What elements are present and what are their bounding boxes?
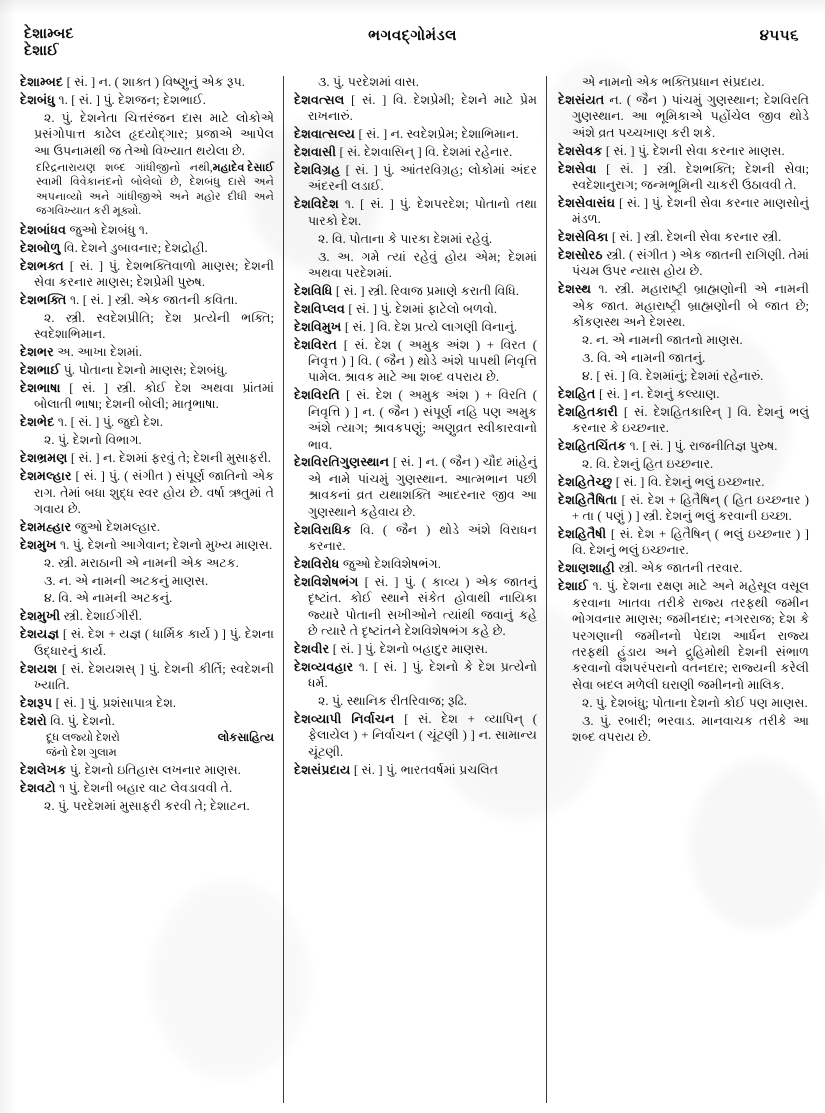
entry-headword: દેશહિતૈષિતા	[558, 492, 618, 507]
entry-headword: દેશવિમુખ	[294, 319, 342, 334]
entry-definition: [ સં. ] ન. ( જૈન ) ચૌદ માંહેનું એ નામે પાંચમું ગુણસ્થાન. આત્મભાન પછી શ્રાવકનાં વ્રત યથાશક્તિ આદરનાર જીવ આ ગુણસ્થાને કહેવાય છે.	[308, 455, 537, 519]
entry-sense: ૨. વિ. પોતાના કે પારકા દેશમાં રહેવું.	[318, 231, 493, 246]
entry-headword: દેશયશ	[20, 661, 58, 676]
entry-sense: ૨. વિ. દેશનું હિત ઇચ્છનાર.	[582, 456, 714, 471]
entry-headword: દેશમલ્હાર	[20, 469, 72, 484]
entry-definition: ન. ( જૈન ) પાંચમું ગુણસ્થાન; દેશવિરતિ ગુણસ્થાન. આ ભૂમિકાએ પહોંચેલ જીવ થોડે અંશે વ્રત પચ્ચખાણ કરી શકે.	[572, 92, 809, 140]
entry-sense: ૩. પું. પરદેશમાં વાસ.	[318, 75, 419, 89]
entry-headword: દેશવત્સલ	[294, 92, 345, 107]
entry-definition: [ સં. ] વિ. દેશ પ્રત્યે લાગણી વિનાનું.	[341, 319, 518, 334]
dictionary-entry	[294, 301, 537, 317]
entry-definition: જુઓ દેશવિશેષભંગ.	[339, 556, 441, 571]
entry-definition: સ્ત્રી. એક જાતની તરવાર.	[614, 561, 743, 576]
entry-definition: [ સં. ] પું. ભારતવર્ષમાં પ્રચલિત	[350, 762, 499, 777]
entry-definition: [ સં. ] વિ. દેશનું ભલું ઇચ્છનાર.	[612, 474, 765, 489]
entry-headword: દેશહિતકારી	[558, 404, 618, 419]
dictionary-entry	[558, 386, 809, 402]
citation-author: મહાદેવ દેસાઈ	[212, 161, 274, 174]
dictionary-entry	[558, 578, 809, 693]
entry-sense: ૨. પું. દેશનેતા ચિત્તરંજન દાસ માટે લોકોએ પ્રસંગોપાત્ત કાઢેલ હૃદયોદ્‍ગાર; પ્રજાએ આપેલ આ ઉપનામથી જ તેઓ વિખ્યાત થયેલા છે.	[34, 110, 274, 158]
dictionary-entry	[294, 711, 537, 760]
entry-headword: દેશમહ્હાર	[20, 519, 72, 534]
entry-headword: દેશહિતેચ્છુ	[558, 474, 613, 489]
dictionary-entry	[558, 474, 809, 490]
dictionary-entry	[558, 438, 809, 454]
entry-definition: [ સં. ] સ્ત્રી. કોઈ દેશ અથવા પ્રાંતમાં બોલાતી ભાષા; દેશની બોલી; માતૃભાષા.	[34, 381, 274, 412]
entry-sense: ૨. સ્ત્રી. મરાઠાની એ નામની એક અટક.	[44, 555, 239, 570]
entry-headword: દેશવિરત	[294, 337, 338, 352]
entry-definition: જુઓ દેશબંધુ ૧.	[66, 222, 149, 237]
entry-definition: [ સં. ] ન. દેશમાં ફરવું તે; દેશની મુસાફરી.	[67, 451, 271, 466]
entry-definition: સ્ત્રી. દેશાઈગીરી.	[60, 609, 142, 624]
dictionary-entry	[558, 560, 809, 576]
dictionary-entry	[20, 450, 274, 466]
dictionary-entry	[20, 92, 274, 108]
dictionary-entry	[20, 608, 274, 624]
entry-headword: દેશમુખ	[20, 537, 57, 552]
dictionary-entry	[20, 695, 274, 711]
citation-text: દરિદ્રનારાયણ શબ્દ ગાંધીજીનો નથી, સ્વામી વિવેકાનંદનો બોલેલો છે, દેશબંધુ દાસે અને અપનાવ્યો અને ગાંધીજીએ અને મહોર દીધી અને જગવિખ્યાત કરી મૂક્યો.	[36, 161, 274, 218]
dictionary-entry	[558, 404, 809, 437]
entry-headword: દેશાઈ	[558, 579, 589, 594]
entry-headword: દેશસેવાસંઘ	[558, 195, 616, 210]
entry-headword: દેશવાસી	[294, 145, 337, 160]
entry-definition: [ સં. ] પું. આંતરવિગ્રહ; લોકોમાં અંદર અંદરની લડાઈ.	[308, 163, 537, 194]
entry-headword: દેશરૂપ	[20, 695, 53, 710]
entry-sense: ૪. [ સં. ] વિ. દેશમાંનું; દેશમાં રહેનારું.	[582, 368, 764, 383]
entry-definition: અ. આખા દેશમાં.	[53, 345, 143, 360]
entry-sense: ૨. પું. દેશબંધુ; પોતાના દેશનો કોઈ પણ માણસ.	[582, 695, 808, 710]
dictionary-entry	[558, 195, 809, 228]
entry-definition: [ સં. દેશ + હિતૈષિન્ ( હિત ઇચ્છનાર ) + તા ( પણું ) ] સ્ત્રી. દેશનું ભલું કરવાની ઇચ્છા.	[572, 492, 809, 524]
entry-definition: ૧ પું. દેશની બહાર વાટ લેવડાવવી તે.	[55, 780, 233, 795]
entry-headword: દેશભાઈ	[20, 363, 61, 378]
dictionary-entry	[294, 92, 537, 125]
dictionary-entry	[20, 468, 274, 517]
dictionary-entry	[294, 641, 537, 657]
entry-headword: દેશહિતૈષી	[558, 527, 607, 542]
entry-definition: [ સં. ] પું. દેશભક્તિવાળો માણસ; દેશની સેવા કરનાર માણસ; દેશપ્રેમી પુરુષ.	[34, 258, 274, 290]
dictionary-column-1	[20, 74, 284, 1107]
dictionary-entry	[294, 522, 537, 555]
entry-definition: ૧. સ્ત્રી. મહારાષ્ટ્રી બ્રાહ્મણોની એ નામની એક જાત. મહારાષ્ટ્રી બ્રાહ્મણોની બે જાત છે; કોંકણસ્થ અને દેશસ્થ.	[572, 282, 809, 330]
dictionary-entry	[20, 344, 274, 360]
entry-definition: [ સં. ] પું. દેશનો બહાદુર માણસ.	[329, 641, 488, 656]
dictionary-entry	[20, 414, 274, 430]
running-head-left-line1: દેશામ્બદ	[24, 26, 74, 42]
dictionary-entry	[294, 556, 537, 572]
entry-definition: [ સં. ] ન. દેશનું કલ્યાણ.	[595, 386, 720, 401]
dictionary-entry	[294, 762, 537, 778]
entry-definition: [ સં. દેશવાસિન્ ] વિ. દેશમાં રહેનાર.	[336, 145, 513, 160]
entry-headword: દેશબંધુ	[20, 92, 56, 107]
entry-definition: [ સં. દેશયશસ્ ] પું. દેશની કીર્તિ; સ્વદેશની ખ્યાતિ.	[34, 661, 274, 692]
running-head-left-line2: દેશાઈ	[24, 43, 59, 59]
entry-definition: ૧. પું. દેશનો આગેવાન; દેશનો મુખ્ય માણસ.	[56, 537, 273, 552]
dictionary-entry	[294, 574, 537, 640]
column-container	[20, 74, 809, 1107]
entry-sense: ૨. પું. પરદેશમાં મુસાફરી કરવી તે; દેશાટન.	[44, 798, 250, 813]
dictionary-entry	[558, 492, 809, 525]
dictionary-entry	[294, 659, 537, 692]
entry-headword: દેશવ્યાપી નિર્વાચન	[294, 712, 395, 727]
dictionary-entry	[20, 661, 274, 694]
dictionary-column-3	[547, 74, 809, 1107]
entry-headword: દેશહિત	[558, 386, 596, 401]
entry-headword: દેશબોળુ	[20, 240, 61, 255]
entry-headword: દેશભ્રમણ	[20, 451, 68, 466]
dictionary-entry	[20, 519, 274, 535]
dictionary-column-2	[284, 74, 547, 1107]
entry-headword: દેશભાષા	[20, 381, 61, 396]
dictionary-entry	[294, 196, 537, 229]
dictionary-entry	[294, 162, 537, 195]
dictionary-entry	[558, 229, 809, 245]
entry-headword: દેશભર	[20, 345, 54, 360]
quote-line: જંનો દેશ ગુલામ	[46, 746, 117, 759]
entry-headword: દેશવિરાધિક	[294, 522, 352, 537]
entry-headword: દેશસંપ્રદાય	[294, 762, 351, 777]
dictionary-entry	[20, 537, 274, 553]
entry-sense: ૨. ન. એ નામની જાતનો માણસ.	[582, 333, 743, 348]
entry-definition: [ સં. દેશહિતકારિન્ ] વિ. દેશનું ભલું કરનાર કે ઇચ્છનાર.	[572, 404, 809, 436]
dictionary-entry	[294, 454, 537, 520]
entry-headword: દેશરો	[20, 713, 47, 728]
entry-headword: દેશવાત્સલ્ય	[294, 127, 356, 142]
entry-definition: પું. પોતાના દેશનો માણસ; દેશબંધુ.	[60, 363, 228, 378]
entry-headword: દેશસેવક	[558, 143, 603, 158]
entry-headword: દેશભક્ત	[20, 258, 64, 273]
entry-verse-quote	[20, 731, 274, 761]
entry-headword: દેશવિશેષભંગ	[294, 574, 359, 589]
entry-sense: ૨. પું. સ્થાનિક રીતરિવાજ; રૂઢિ.	[318, 694, 467, 709]
dictionary-entry	[294, 319, 537, 335]
dictionary-entry	[294, 144, 537, 160]
entry-definition: સ્ત્રી. ( સંગીત ) એક જાતની રાગિણી. તેમાં પંચમ ઉપર ન્યાસ હોય છે.	[572, 248, 809, 279]
dictionary-entry	[20, 240, 274, 256]
entry-definition: [ સં. ] સ્ત્રી. રિવાજ પ્રમાણે કરાતી વિધિ.	[332, 283, 519, 298]
dictionary-entry	[558, 143, 809, 159]
entry-definition: વિ. દેશને ડુબાવનાર; દેશદ્રોહી.	[60, 240, 208, 255]
entry-definition: [ સં. દેશ ( અમુક અંશ ) + વિરત ( નિવૃત્ત ) ] વિ. ( જૈન ) થોડે અંશે પાપથી નિવૃત્તિ પામેલ. શ્રાવક માટે આ શબ્દ વપરાય છે.	[308, 337, 537, 385]
entry-headword: દેશમુખી	[20, 609, 61, 624]
entry-definition: વિ. ( જૈન ) થોડે અંશે વિરાધન કરનાર.	[308, 522, 537, 553]
dictionary-entry	[20, 222, 274, 238]
entry-definition: [ સં. દેશ + વ્યાપિન્ ( ફેલાયેલ ) + નિર્વાચન ( ચૂંટણી ) ] ન. સામાન્ય ચૂંટણી.	[308, 712, 537, 759]
dictionary-entry	[294, 387, 537, 453]
dictionary-entry	[20, 626, 274, 659]
entry-headword: દેશસેવિકા	[558, 230, 609, 245]
dictionary-entry	[294, 126, 537, 142]
entry-definition: [ સં. ] પું. પ્રશંસાપાત્ર દેશ.	[52, 695, 177, 710]
dictionary-entry	[558, 92, 809, 141]
entry-definition: [ સં. ] ન. ( શાક્ત ) વિષ્ણુનું એક રૂપ.	[63, 75, 245, 89]
entry-definition: [ સં. ] સ્ત્રી. દેશની સેવા કરનાર સ્ત્રી.	[608, 230, 782, 245]
entry-headword: દેશલેખક	[20, 762, 67, 777]
entry-headword: દેશવિગ્રહ	[294, 163, 341, 178]
dictionary-entry	[20, 258, 274, 291]
entry-definition: [ સં. ] પું. ( સંગીત ) સંપૂર્ણ જાતિનો એક રાગ. તેમાં બધા શુદ્ધ સ્વર હોય છે. વર્ષા ઋતુમાં તે ગવાય છે.	[34, 469, 274, 516]
entry-definition: વિ. પું. દેશનો.	[46, 713, 115, 728]
entry-sense: ૪. વિ. એ નામની અટકનું.	[44, 591, 173, 606]
dictionary-entry	[558, 526, 809, 559]
dictionary-entry	[558, 161, 809, 194]
entry-definition: [ સં. ] વિ. દેશપ્રેમી; દેશને માટે પ્રેમ રાખનારું.	[308, 92, 537, 124]
entry-definition: પું. દેશનો ઇતિહાસ લખનાર માણસ.	[66, 762, 241, 777]
entry-definition: [ સં. દેશ ( અમુક અંશ ) + વિરતિ ( નિવૃત્તિ ) ] ન. ( જૈન ) સંપૂર્ણ નહિ પણ અમુક અંશે ત્યાગ; શ્રાવકપણું; અણુવ્રત સ્વીકારવાનો ભાવ.	[308, 388, 537, 452]
dictionary-entry	[20, 74, 274, 90]
entry-definition: ૧. [ સં. ] પું. દેશપરદેશ; પોતાનો તથા પારકો દેશ.	[308, 197, 537, 228]
entry-definition: ૧. [ સં. ] પું. દેશજન; દેશભાઈ.	[55, 92, 206, 107]
entry-definition: [ સં. ] પું. દેશની સેવા કરનાર માણસ.	[602, 143, 785, 158]
page-number: ૪૫૫૬	[759, 28, 799, 44]
entry-sense: ૨. પું. દેશનો વિભાગ.	[44, 433, 142, 448]
entry-headword: દેશભક્તિ	[20, 293, 67, 308]
entry-sense: ૨. સ્ત્રી. સ્વદેશપ્રીતિ; દેશ પ્રત્યેની ભક્તિ; સ્વદેશાભિમાન.	[34, 310, 274, 342]
entry-headword: દેશવિરતિ	[294, 388, 340, 403]
entry-headword: દેશસેવા	[558, 161, 597, 176]
entry-headword: દેશવિરોધ	[294, 556, 340, 571]
running-head-title: ભગવદ્ગોમંડલ	[368, 28, 457, 44]
dictionary-entry	[20, 780, 274, 796]
entry-headword: દેશામ્બદ	[20, 75, 64, 89]
running-head	[22, 26, 803, 72]
entry-headword: દેશવ્યવહાર	[294, 659, 354, 674]
entry-headword: દેશબાંધવ	[20, 222, 67, 237]
entry-definition: ૧. [ સં. ] પું. જુદો દેશ.	[54, 415, 163, 430]
entry-definition: [ સં. ] પું. ( કાવ્ય ) એક જાતનું દૃષ્ટાંત. કોઈ સ્થાને સંકેત હોવાથી નાયિકા જ્યારે પોતાની સખીઓને ત્યાંથી જવાનું કહે છે ત્યારે તે દૃષ્ટાંતને દેશવિશેષભંગ કહે છે.	[308, 574, 537, 638]
entry-headword: દેશવિપ્લવ	[294, 301, 345, 316]
entry-definition: ૧. [ સં. ] સ્ત્રી. એક જાતની કવિતા.	[66, 293, 238, 308]
dictionary-entry	[20, 362, 274, 378]
entry-citation	[20, 161, 274, 219]
dictionary-entry	[294, 337, 537, 386]
entry-headword: દેશવીર	[294, 641, 330, 656]
dictionary-entry	[20, 292, 274, 308]
entry-definition: [ સં. દેશ + હિતૈષિન્ ( ભલું ઇચ્છનાર ) ] વિ. દેશનું ભલું ઇચ્છનાર.	[572, 527, 809, 558]
entry-sense: ૩. પું. રબારી; ભરવાડ. માનવાચક તરીકે આ શબ્દ વપરાય છે.	[572, 713, 809, 744]
dictionary-entry	[20, 380, 274, 413]
entry-definition: [ સં. ] પું. દેશની સેવા કરનાર માણસોનું મંડળ.	[572, 195, 809, 227]
entry-headword: દેશસંયત	[558, 92, 605, 107]
quote-line: દૂધ લજ્યો દેશરો	[46, 731, 120, 744]
entry-headword: દેશવટો	[20, 780, 56, 795]
entry-definition: જુઓ દેશમલ્હાર.	[71, 519, 161, 534]
entry-definition: [ સં. ] સ્ત્રી. દેશભક્તિ; દેશની સેવા; સ્વદેશાનુરાગ; જન્મભૂમિની ચાકરી ઉઠાવવી તે.	[572, 161, 809, 192]
dictionary-entry	[20, 713, 274, 729]
entry-headword: દેશાણશાહી	[558, 561, 615, 576]
entry-headword: દેશહિતચિંતક	[558, 439, 627, 454]
entry-headword: દેશસ્થ	[558, 282, 592, 297]
entry-definition: ૧. [ સં. ] પું. દેશનો કે દેશ પ્રત્યેનો ધર્મ.	[308, 659, 537, 691]
entry-definition: [ સં. ] પું. દેશમાં ફાટેલો બળવો.	[344, 301, 498, 316]
entry-headword: દેશયજ્ઞ	[20, 627, 60, 642]
quote-attribution: લોકસાહિત્ય	[217, 731, 274, 744]
entry-sense: એ નામનો એક ભક્તિપ્રધાન સંપ્રદાય.	[582, 75, 765, 89]
entry-headword: દેશભેદ	[20, 415, 55, 430]
dictionary-entry	[294, 283, 537, 299]
entry-headword: દેશવિધિ	[294, 283, 333, 298]
entry-sense: ૩. વિ. એ નામની જાતનું.	[582, 351, 706, 365]
entry-definition: ૧. [ સં. ] પું. રાજનીતિજ્ઞ પુરુષ.	[626, 439, 778, 454]
entry-headword: દેશસોરઠ	[558, 248, 603, 263]
dictionary-entry	[558, 281, 809, 330]
dictionary-entry	[20, 762, 274, 778]
entry-definition: [ સં. દેશ + યજ્ઞ ( ધાર્મિક કાર્ય ) ] પું. દેશના ઉદ્ધારનું કાર્ય.	[34, 627, 274, 658]
entry-headword: દેશવિરતિગુણસ્થાન	[294, 455, 390, 470]
entry-definition: ૧. પું. દેશના રક્ષણ માટે અને મહેસૂલ વસૂલ કરવાના ખાતવા તરીકે રાજ્ય તરફથી જમીન ભોગવનાર માણસ; જમીનદાર; નગરરાજ; દેશ કે પરગણાની જમીનનો પેદાશ આર્ધન રાજ્ય તરફથી હુંડાય અને દ્રુહિમોથી દેશની સંભાળ કરવાનો વંશપરંપરાનો વતનદાર; રાજ્યની કરેલી સેવા બદલ મળેલી ઘરાણી જમીનનો માલિક.	[572, 579, 809, 692]
entry-sense: ૩. અ. ગમે ત્યાં રહેવું હોય એમ; દેશમાં અથવા પરદેશમાં.	[308, 249, 537, 280]
dictionary-entry	[558, 247, 809, 280]
entry-headword: દેશવિદેશ	[294, 197, 339, 212]
entry-definition: [ સં. ] ન. સ્વદેશપ્રેમ; દેશાભિમાન.	[355, 127, 519, 142]
entry-sense: ૩. ન. એ નામની અટકનું માણસ.	[44, 573, 209, 588]
